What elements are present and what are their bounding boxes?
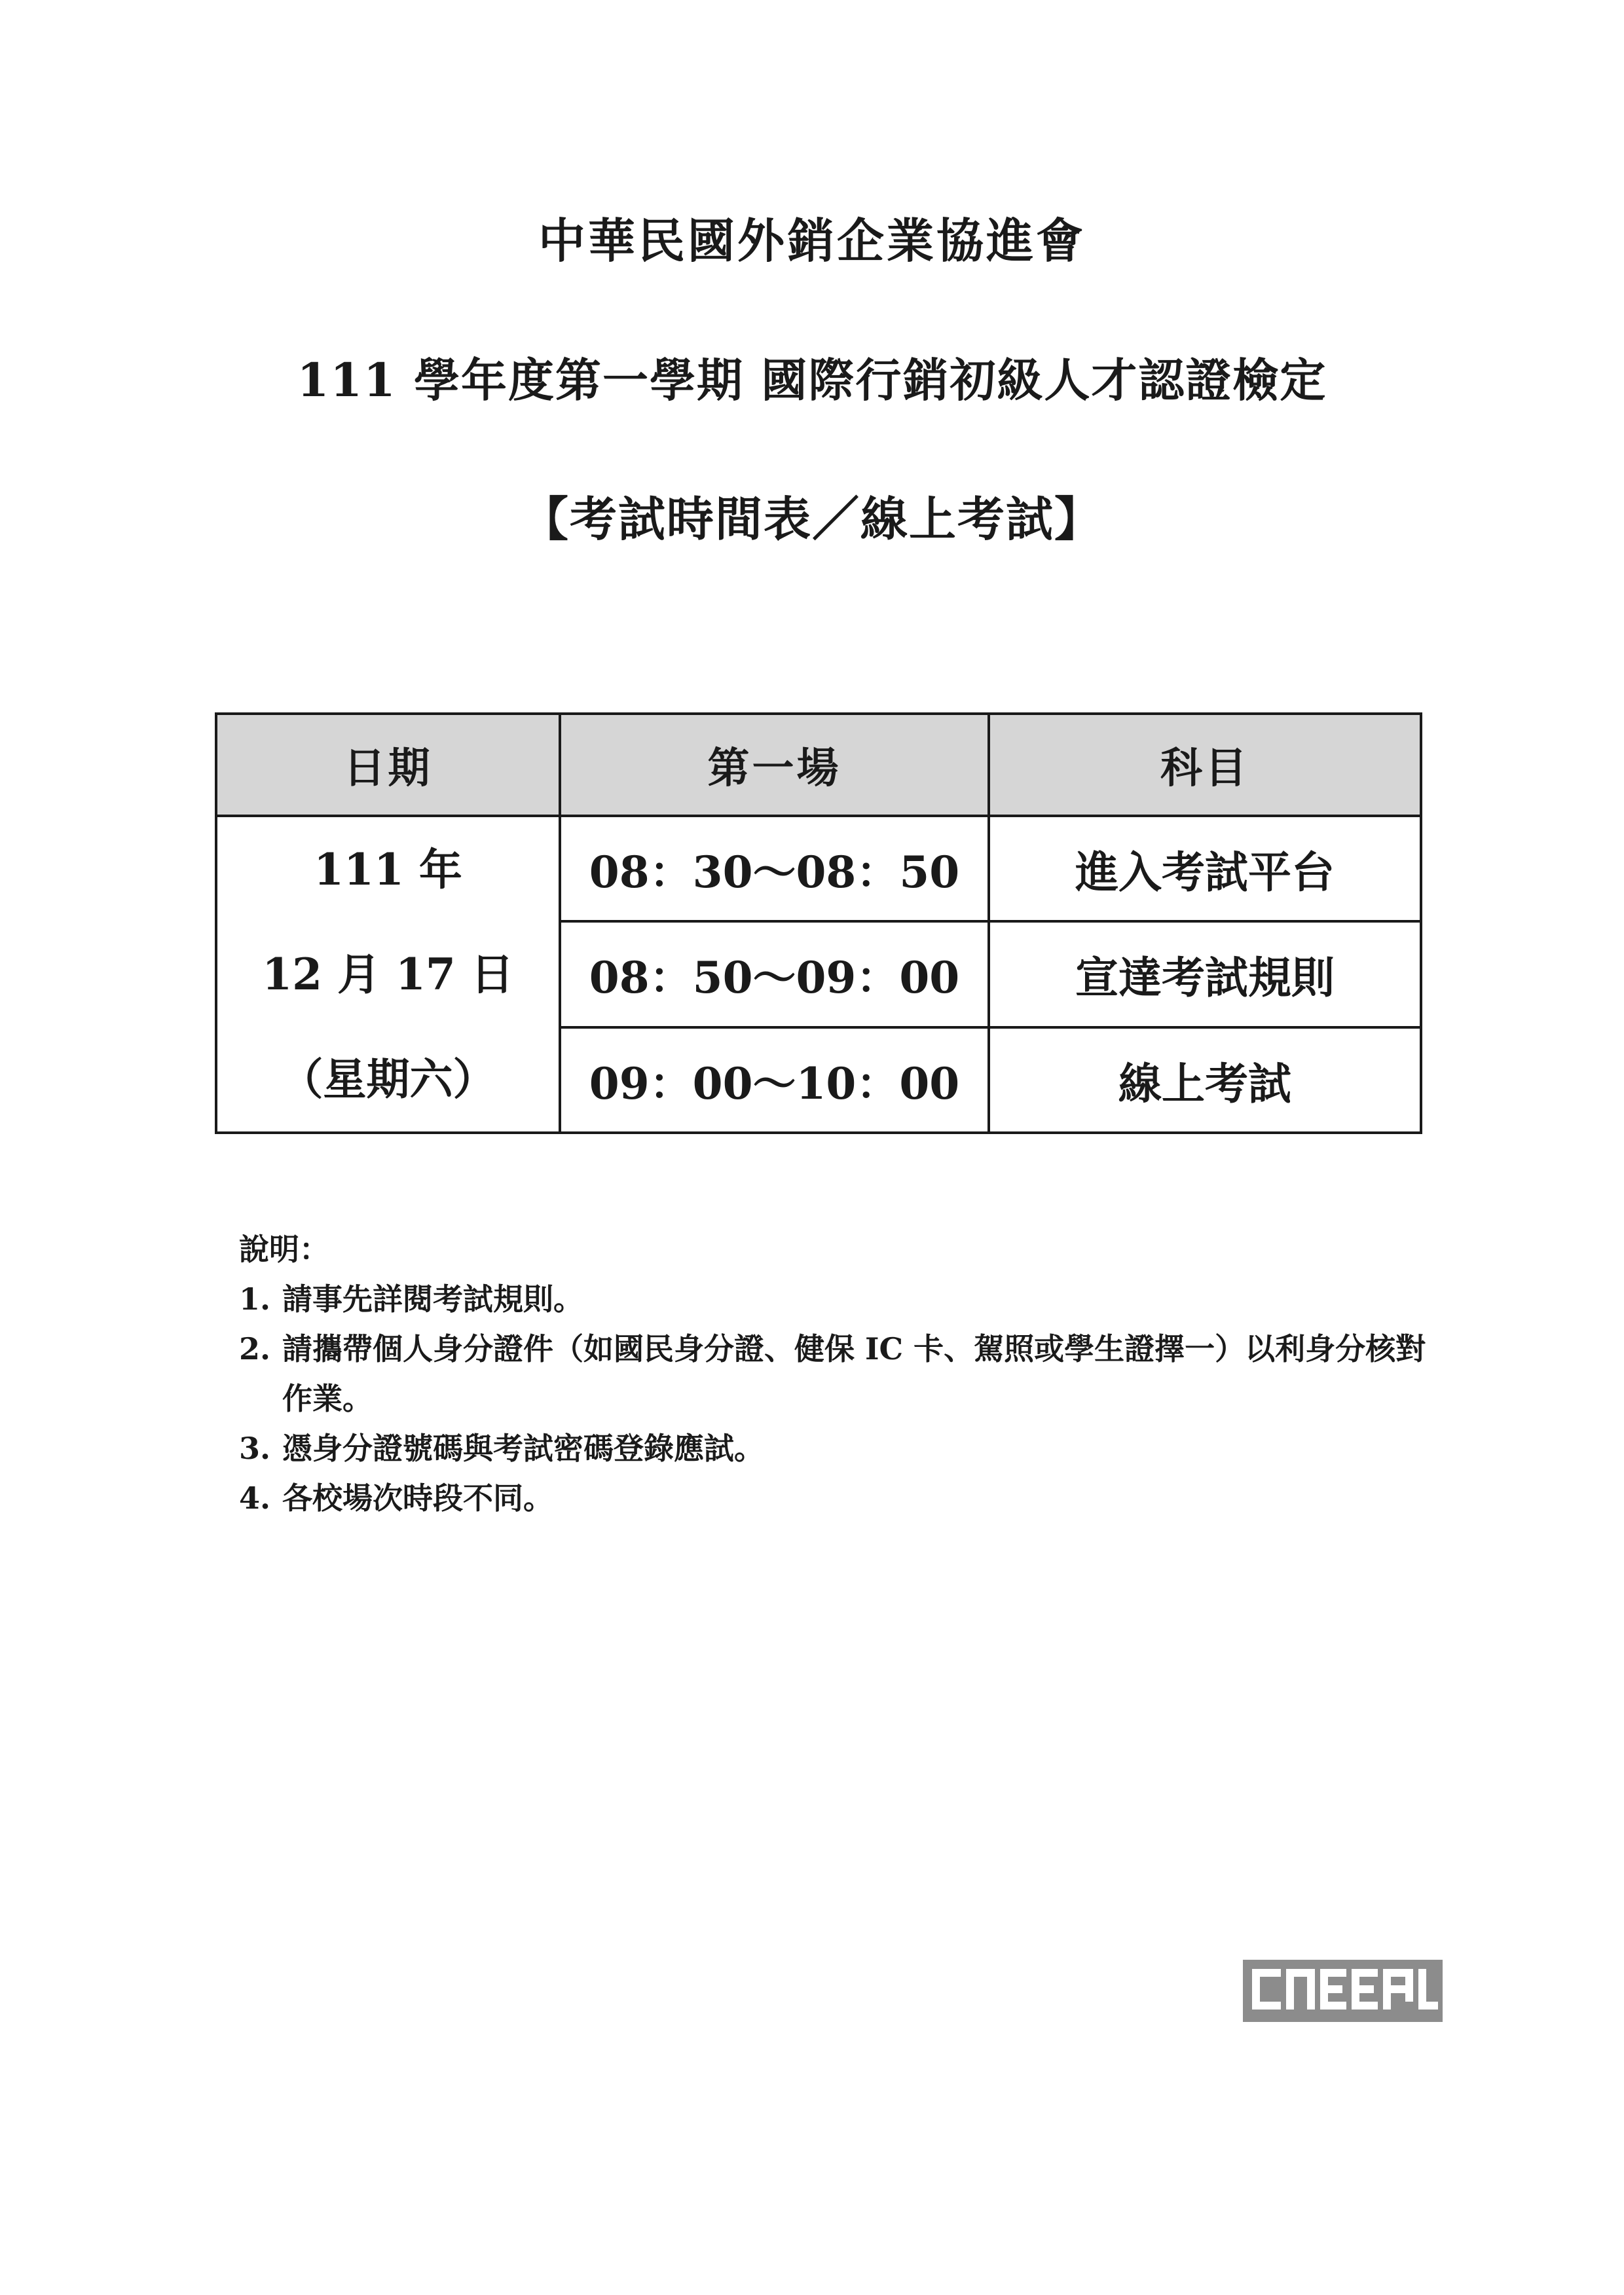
cneea-logo	[1243, 1960, 1443, 2022]
header-session: 第一場	[560, 714, 989, 816]
notes-list	[239, 1274, 1431, 1523]
organization-title: 中華民國外銷企業協進會	[538, 213, 1086, 268]
subject-cell: 宣達考試規則	[989, 921, 1421, 1027]
header-date: 日期	[216, 714, 560, 816]
notes-section	[239, 1224, 1431, 1523]
cneea-logo-mark	[1243, 1960, 1443, 2022]
subject-cell: 進入考試平台	[989, 816, 1421, 921]
date-cell	[216, 816, 560, 1133]
list-item-number: 4.	[239, 1480, 271, 1516]
list-item	[239, 1423, 1431, 1473]
document-title: 【考試時間表／線上考試】	[521, 491, 1103, 547]
date-weekday: （星期六）	[280, 1054, 496, 1105]
list-item-text: 請事先詳閱考試規則。	[282, 1281, 583, 1317]
list-item-number: 3.	[239, 1431, 271, 1466]
notes-title: 說明：	[239, 1232, 329, 1267]
list-item-text: 各校場次時段不同。	[282, 1480, 553, 1516]
list-item	[239, 1274, 1431, 1324]
table-row	[216, 816, 1421, 921]
list-item-number: 2.	[239, 1331, 271, 1367]
time-cell: 08：30～08：50	[560, 816, 989, 921]
subject-cell: 線上考試	[989, 1027, 1421, 1133]
list-item	[239, 1473, 1431, 1523]
list-item-number: 1.	[239, 1281, 271, 1317]
date-year: 111 年	[314, 844, 462, 895]
list-item-text: 請攜帶個人身分證件（如國民身分證、健保 IC 卡、駕照或學生證擇一）以利身分核對作業。	[282, 1331, 1426, 1416]
date-month-day: 12 月 17 日	[262, 949, 514, 1000]
list-item-text: 憑身分證號碼與考試密碼登錄應試。	[282, 1431, 764, 1466]
time-cell: 09：00～10：00	[560, 1027, 989, 1133]
header-subject: 科目	[989, 714, 1421, 816]
exam-title: 111 學年度第一學期 國際行銷初級人才認證檢定	[297, 353, 1327, 407]
list-item	[239, 1324, 1431, 1423]
time-cell: 08：50～09：00	[560, 921, 989, 1027]
exam-schedule-table	[215, 712, 1422, 1134]
table-header-row	[216, 714, 1421, 816]
